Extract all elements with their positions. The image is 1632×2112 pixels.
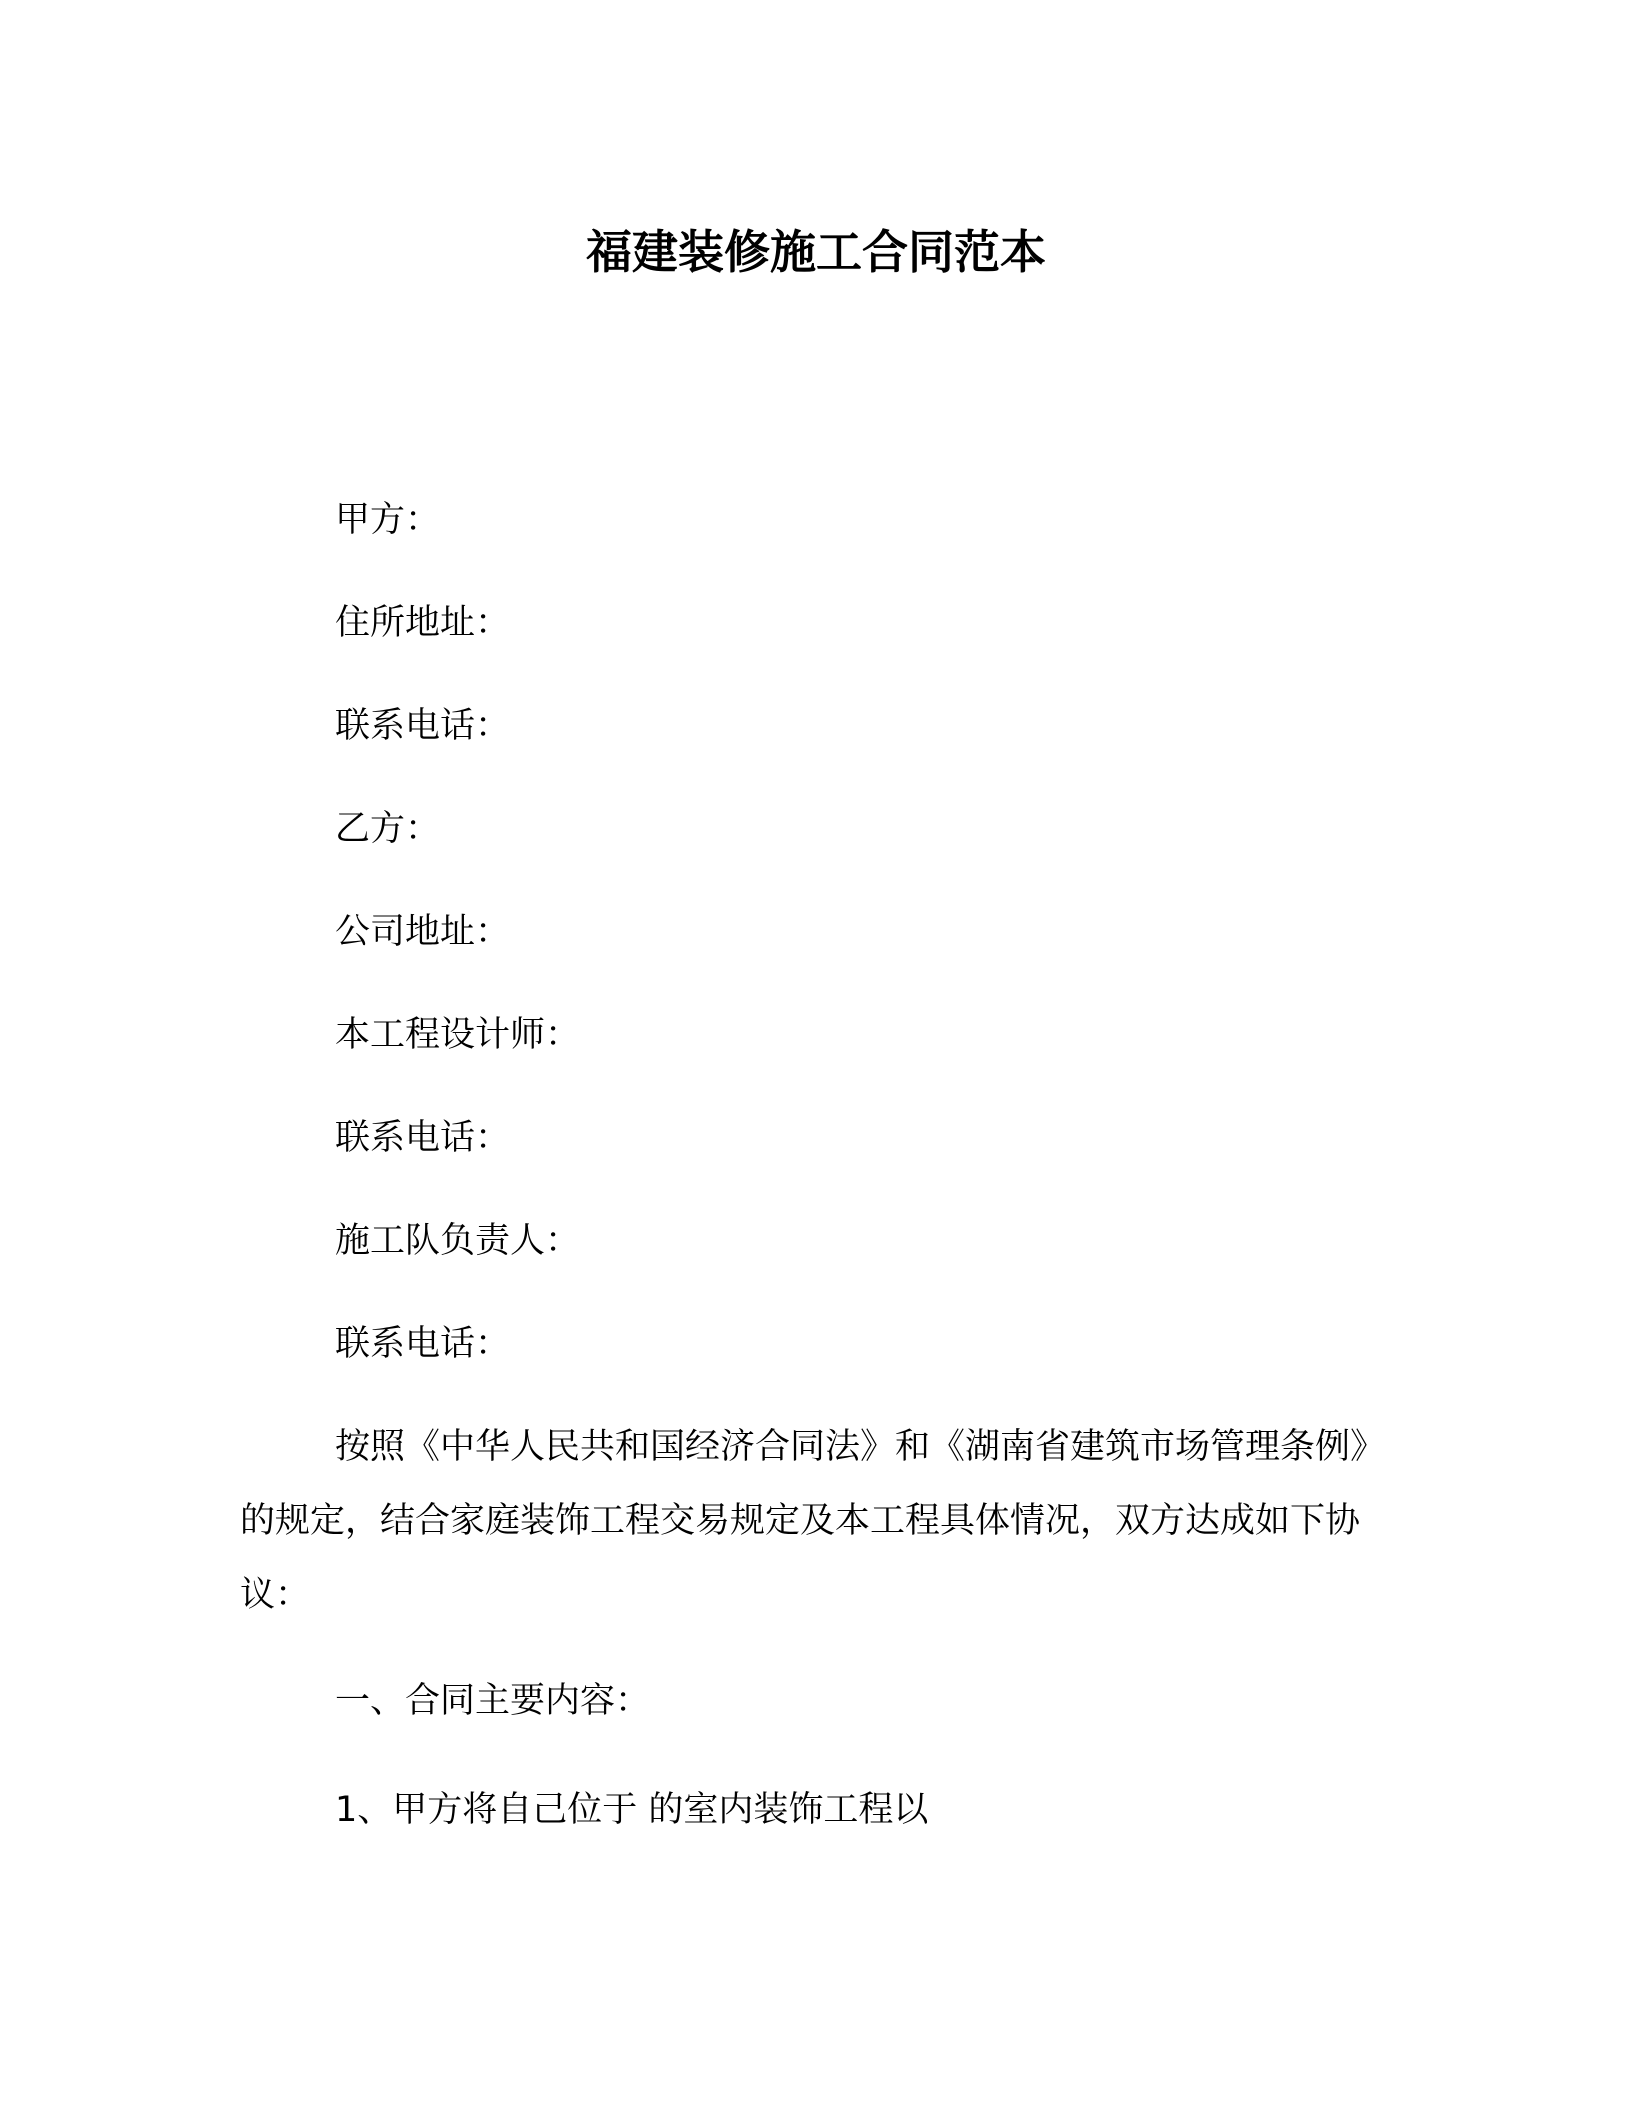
clause-1: 1、甲方将自己位于 的室内装饰工程以 <box>335 1790 929 1830</box>
field-residence-address: 住所地址： <box>335 603 511 643</box>
field-party-b: 乙方： <box>335 809 441 849</box>
section-heading: 一、合同主要内容： <box>335 1681 651 1721</box>
field-phone-a: 联系电话： <box>335 706 511 746</box>
document-title: 福建装修施工合同范本 <box>586 225 1046 279</box>
field-party-a: 甲方： <box>335 500 441 540</box>
agreement-paragraph: 按照《中华人民共和国经济合同法》和《湖南省建筑市场管理条例》的规定，结合家庭装饰工程交易规定及本工程具体情况，双方达成如下协议： <box>240 1427 1386 1615</box>
field-phone-designer: 联系电话： <box>335 1118 511 1158</box>
field-phone-crew: 联系电话： <box>335 1324 511 1364</box>
field-crew-leader: 施工队负责人： <box>335 1221 581 1261</box>
field-company-address: 公司地址： <box>335 912 511 952</box>
field-designer: 本工程设计师： <box>335 1015 581 1055</box>
